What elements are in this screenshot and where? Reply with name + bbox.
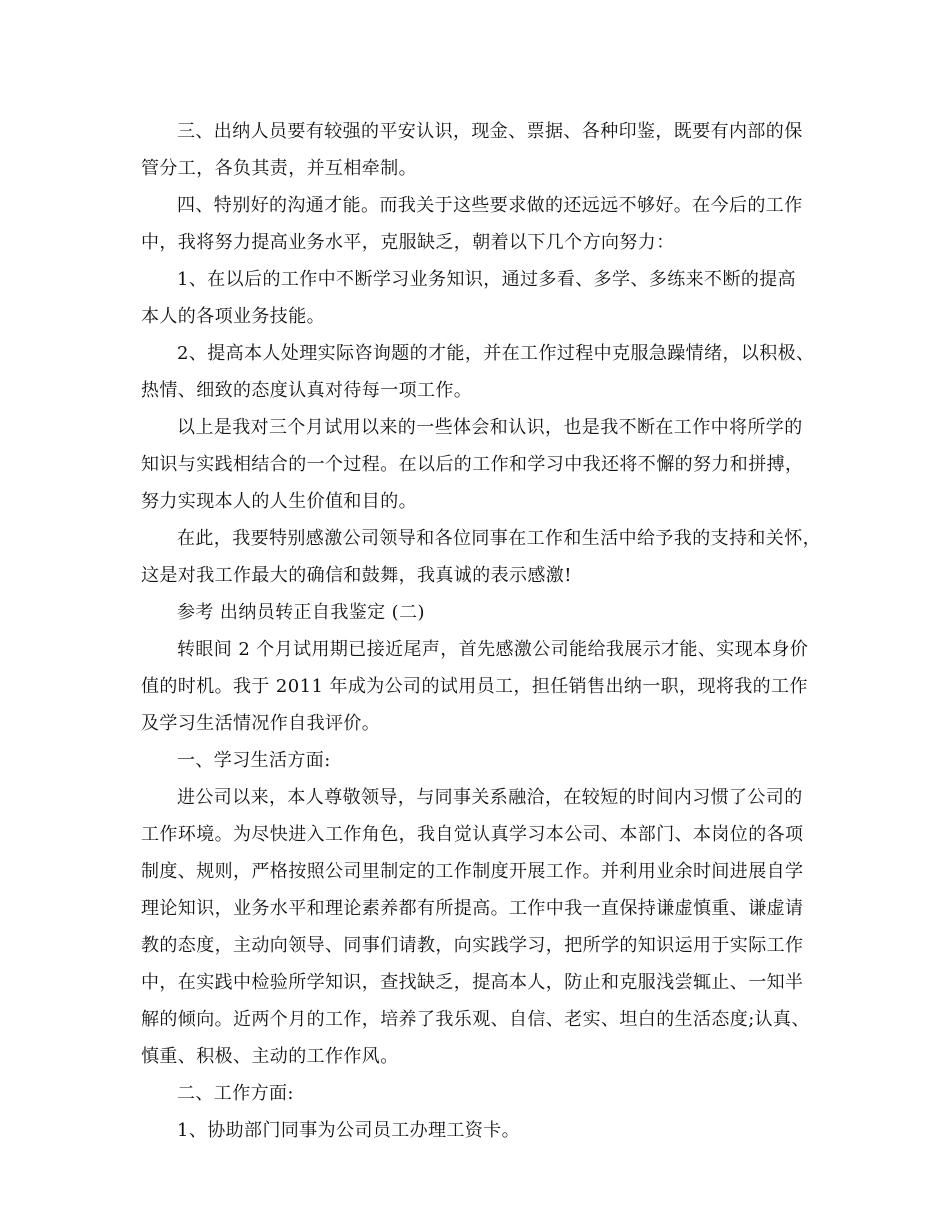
text-line: 热情、细致的态度认真对待每一项工作。 bbox=[141, 380, 473, 401]
text-line: 值的时机。我于 2011 年成为公司的试用员工，担任销售出纳一职，现将我的工作 bbox=[141, 676, 808, 697]
text-line: 本人的各项业务技能。 bbox=[141, 306, 325, 327]
text-line: 教的态度，主动向领导、同事们请教，向实践学习，把所学的知识运用于实际工作 bbox=[141, 935, 804, 956]
text-line: 解的倾向。近两个月的工作，培养了我乐观、自信、老实、坦白的生活态度;认真、 bbox=[141, 1009, 810, 1030]
text-line: 及学习生活情况作自我评价。 bbox=[141, 713, 381, 734]
text-line: 理论知识，业务水平和理论素养都有所提高。工作中我一直保持谦虚慎重、谦虚请 bbox=[141, 898, 804, 919]
text-line: 三、出纳人员要有较强的平安认识，现金、票据、各种印鉴，既要有内部的保 bbox=[177, 121, 803, 142]
text-line: 慎重、积极、主动的工作作风。 bbox=[141, 1046, 399, 1067]
text-line: 1、在以后的工作中不断学习业务知识，通过多看、多学、多练来不断的提高 bbox=[177, 269, 797, 290]
text-line: 转眼间 2 个月试用期已接近尾声，首先感激公司能给我展示才能、实现本身价 bbox=[177, 639, 809, 660]
text-line: 制度、规则，严格按照公司里制定的工作制度开展工作。并利用业余时间进展自学 bbox=[141, 861, 804, 882]
text-line: 2、提高本人处理实际咨询题的才能，并在工作过程中克服急躁情绪，以积极、 bbox=[177, 343, 815, 364]
text-line: 二、工作方面: bbox=[177, 1083, 294, 1104]
text-line: 一、学习生活方面: bbox=[177, 750, 331, 771]
text-line: 以上是我对三个月试用以来的一些体会和认识，也是我不断在工作中将所学的 bbox=[177, 417, 803, 438]
text-line: 中，在实践中检验所学知识，查找缺乏，提高本人，防止和克服浅尝辄止、一知半 bbox=[141, 972, 804, 993]
text-line: 进公司以来，本人尊敬领导，与同事关系融洽，在较短的时间内习惯了公司的 bbox=[177, 787, 803, 808]
document-body bbox=[141, 113, 831, 1149]
text-line: 参考 出纳员转正自我鉴定 (二) bbox=[177, 602, 425, 623]
text-line: 四、特别好的沟通才能。而我关于这些要求做的还远远不够好。在今后的工作 bbox=[177, 195, 803, 216]
text-line: 管分工，各负其责，并互相牵制。 bbox=[141, 158, 417, 179]
text-line: 在此，我要特别感激公司领导和各位同事在工作和生活中给予我的支持和关怀， bbox=[177, 528, 821, 549]
text-line: 努力实现本人的人生价值和目的。 bbox=[141, 491, 417, 512]
text-line: 工作环境。为尽快进入工作角色，我自觉认真学习本公司、本部门、本岗位的各项 bbox=[141, 824, 804, 845]
text-line: 这是对我工作最大的确信和鼓舞，我真诚的表示感激! bbox=[141, 565, 572, 586]
text-line: 知识与实践相结合的一个过程。在以后的工作和学习中我还将不懈的努力和拼搏， bbox=[141, 454, 804, 475]
text-line: 1、协助部门同事为公司员工办理工资卡。 bbox=[177, 1120, 521, 1141]
text-line: 中，我将努力提高业务水平，克服缺乏，朝着以下几个方向努力： bbox=[141, 232, 675, 253]
